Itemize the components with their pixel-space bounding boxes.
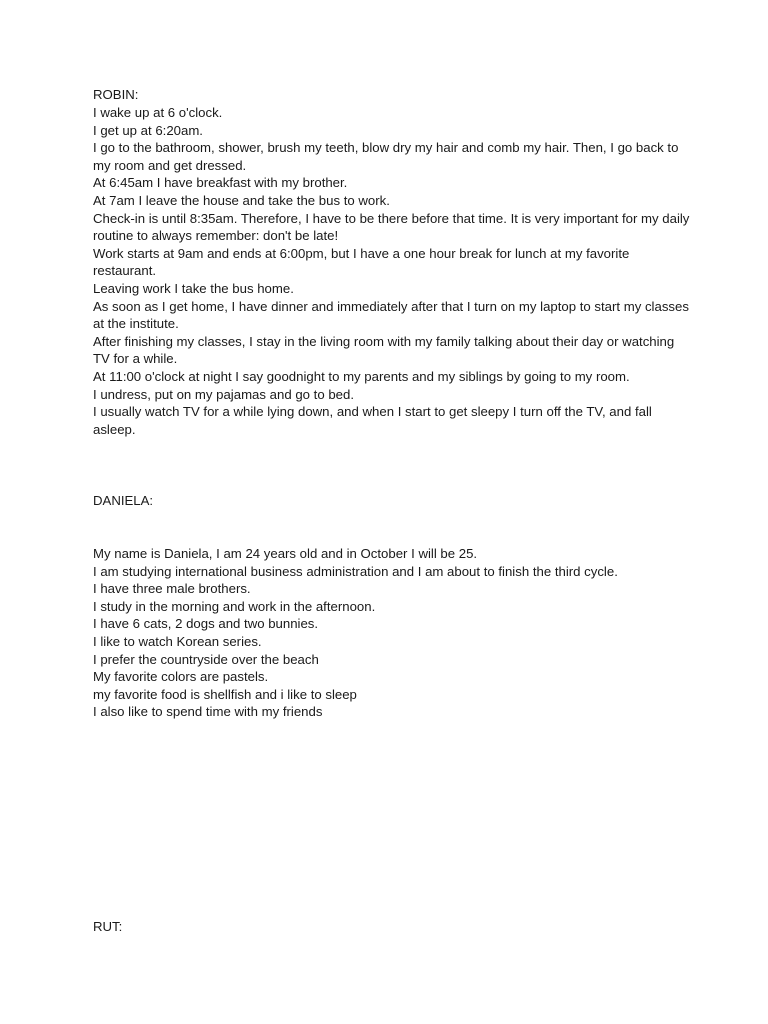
paragraph-line: I go to the bathroom, shower, brush my teeth, blow dry my hair and comb my hair. Then, I go back to my room and get dressed.	[93, 140, 679, 173]
paragraph-line: I undress, put on my pajamas and go to bed.	[93, 386, 354, 402]
paragraph-line: Work starts at 9am and ends at 6:00pm, but I have a one hour break for lunch at my favorite restaurant.	[93, 245, 630, 279]
paragraph-line: Leaving work I take the bus home.	[93, 280, 294, 296]
paragraph-line: I prefer the countryside over the beach	[93, 651, 319, 667]
paragraph-line: After finishing my classes, I stay in the living room with my family talking about their day or watching TV for a while.	[93, 333, 675, 367]
paragraph-line: I have 6 cats, 2 dogs and two bunnies.	[93, 616, 319, 632]
paragraph-line: I have three male brothers.	[93, 581, 251, 597]
section-heading-robin: ROBIN:	[93, 87, 139, 102]
section-heading-rut: RUT:	[93, 919, 123, 934]
paragraph-line: I wake up at 6 o'clock.	[93, 105, 223, 120]
section-body-daniela	[93, 545, 693, 721]
paragraph-line: As soon as I get home, I have dinner and immediately after that I turn on my laptop to start my classes at the institute.	[93, 298, 689, 332]
paragraph-line: Check-in is until 8:35am. Therefore, I have to be there before that time. It is very important for my daily routine to always remember: don't be late!	[93, 210, 690, 244]
paragraph-line: I also like to spend time with my friends	[93, 704, 323, 720]
paragraph-line: my favorite food is shellfish and i like to sleep	[93, 686, 357, 702]
paragraph-line: My favorite colors are pastels.	[93, 669, 269, 685]
paragraph-line: At 7am I leave the house and take the bus to work.	[93, 192, 390, 208]
paragraph-line: I am studying international business administration and I am about to finish the third cycle.	[93, 563, 618, 579]
paragraph-line: I get up at 6:20am.	[93, 122, 203, 138]
paragraph-line: I usually watch TV for a while lying down, and when I start to get sleepy I turn off the TV, and fall asleep.	[93, 404, 652, 437]
paragraph-line: I study in the morning and work in the afternoon.	[93, 598, 376, 614]
paragraph-line: At 11:00 o'clock at night I say goodnight to my parents and my siblings by going to my room.	[93, 368, 630, 384]
section-body-robin	[93, 104, 693, 438]
paragraph-line: At 6:45am I have breakfast with my brother.	[93, 175, 348, 191]
paragraph-line: I like to watch Korean series.	[93, 633, 262, 649]
section-heading-daniela: DANIELA:	[93, 493, 154, 508]
paragraph-line: My name is Daniela, I am 24 years old and in October I will be 25.	[93, 546, 478, 561]
